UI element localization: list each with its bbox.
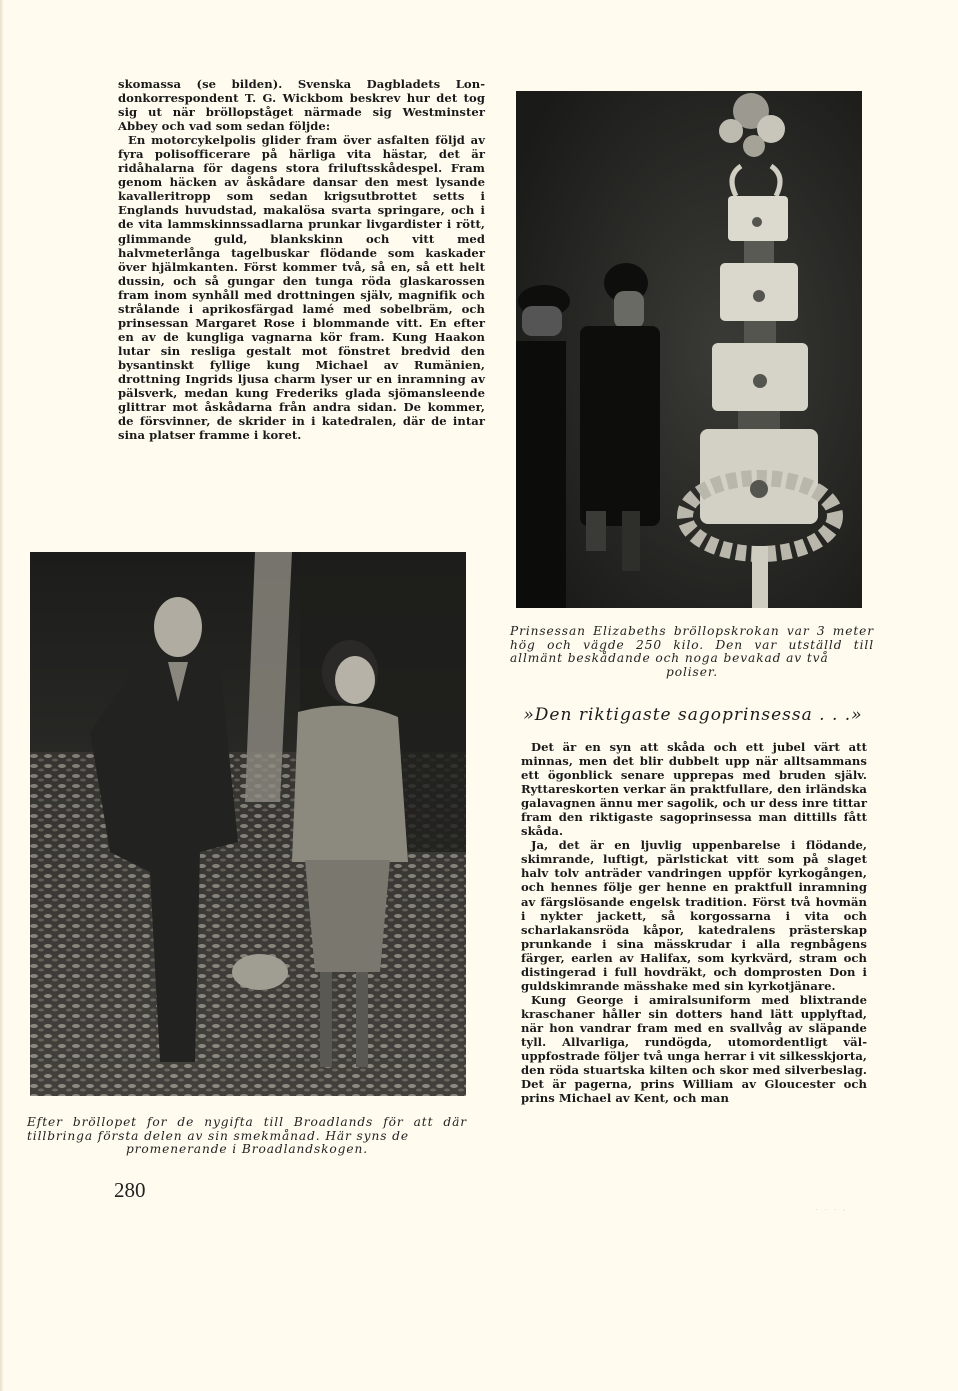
article-column-right (521, 740, 867, 1105)
paragraph: Ja, det är en ljuvlig uppenbarelse i flödande, skimrande, luftigt, pärlstickat vitt som på slaget halv tolv anträder vandringen uppför kyrkogången, och hennes följe ger henne en praktfull inramning av färgslösande engelsk tradition. Först två hovmän i nykter jackett, så korgossarna i vita och scharlakansröda kåpor, katedralens prästerskap prunkande i sina mässkrudar i alla regnbågens färger, earlen av Halifax, som kyrkvärd, stram och distingerad i full hovdräkt, och domprosten Don i guldskimrande mässhake med sin kyrkotjänare. (521, 838, 867, 993)
photo-couple-broadlands (30, 552, 466, 1096)
wedding-cake-image (516, 91, 862, 608)
caption-text-last-line: promenerande i Broadlandskogen. (125, 1142, 368, 1157)
paragraph: Kung George i amiralsuniform med blixtrande kraschaner håller sin dotters hand lätt upplyftad, när hon vandrar fram med en svallvåg av släpande tyll. Allvarliga, rundögda, utomordentligt väluppfostrade följer två unga herrar i vit silkesskjorta, den röda stuartska kilten och skor med silverbeslag. Det är pagerna, prins William av Gloucester och prins Michael av Kent, och man (521, 992, 867, 1106)
print-marks: . . . , (816, 1206, 849, 1212)
page-edge (0, 0, 4, 1391)
caption-couple (27, 1116, 467, 1157)
article-column-left (118, 77, 485, 442)
page-number: 280 (114, 1178, 146, 1202)
photo-wedding-cake (516, 91, 862, 608)
caption-text-last-line: poliser. (666, 664, 718, 679)
paragraph: Det är en syn att skåda och ett jubel värt att minnas, men det blir dubbelt upp när alltsammans ett ögonblick senare upprepas med bruden själv. Ryttareskorten verkar än praktfullare, den irländska galavagnen ännu mer sagolik, och ur dess inre tittar fram den riktigaste sagoprinsessa man dittills fått skåda. (521, 740, 867, 839)
couple-walking-image (30, 552, 466, 1096)
caption-text: Efter bröllopet for de nygifta till Broadlands för att där tillbringa första delen av sin smekmånad. Här syns de (27, 1115, 467, 1143)
paragraph: En motorcykelpolis glider fram över asfalten följd av fyra polisofficerare på härliga vita hästar, det är ridåhalarna för dagens stora friluftsskådespel. Fram genom häcken av åskådare dansar den mest lysande kavalleritropp som sedan krigsutbrottet setts i Englands huvudstad, makalösa svarta springare, och i de vita lammskinnssadlarna prunkar livgardister i rött, glimmande guld, blankskinn och vitt med halvmeterlånga tagelbuskar flödande som kaskader över hjälmkanten. Först kommer två, så en, så ett helt dussin, och så gungar den tunga röda glaskarossen fram inom synhåll med drottningen själv, magnifik och strålande i aprikosfärgad lamé med sobelbräm, och prinsessan Margaret Rose i blommande vitt. En efter en av de kungliga vagnarna kör fram. Kung Haakon lutar sin resliga gestalt mot fönstret bredvid den bysantinskt fyllige kung Michael av Rumänien, drottning Ingrids ljusa charm lyser ur en inramning av pälsverk, medan kung Frederiks glada sjömansleende glittrar mot åskådarna från andra sidan. De kommer, de försvinner, de skrider in i katedralen, där de intar sina platser framme i koret. (118, 133, 485, 443)
caption-text: Prinsessan Elizabeths bröllopskrokan var 3 meter hög och vägde 250 kilo. Den var utställd till allmänt beskådande och noga bevakad av två (510, 624, 874, 666)
section-subheading: »Den riktigaste sagoprinsessa . . .» (523, 705, 863, 725)
paragraph: skomassa (se bilden). Svenska Dagbladets Londonkorrespondent T. G. Wickbom beskrev hur det tog sig ut när bröllopståget närmade sig Westminster Abbey och vad som sedan följde: (118, 77, 485, 134)
caption-wedding-cake (510, 625, 874, 679)
